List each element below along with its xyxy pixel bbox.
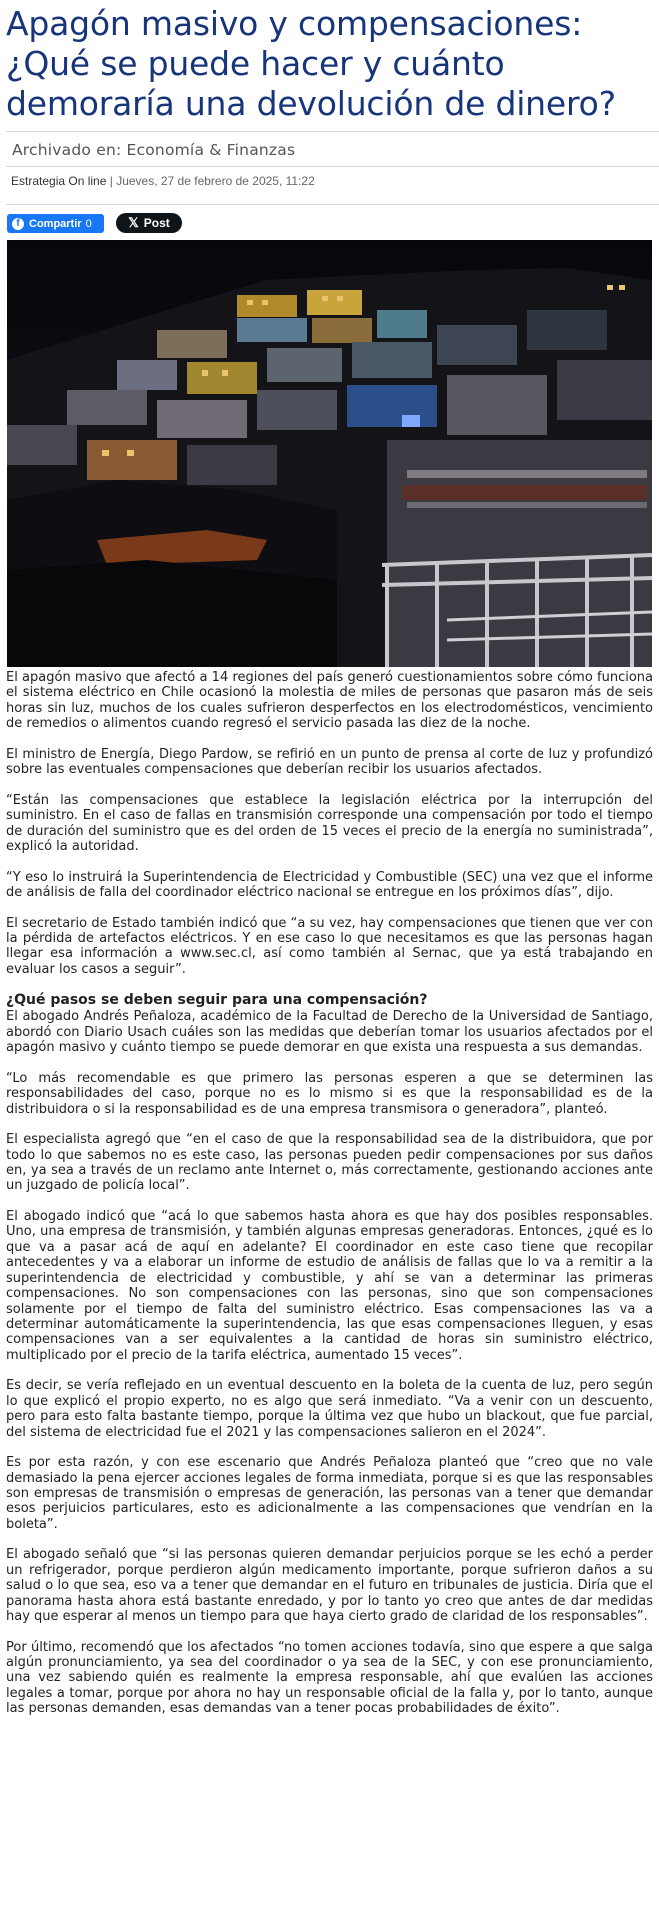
- facebook-icon: f: [12, 218, 24, 230]
- paragraph: El abogado señaló que “si las personas quieren demandar perjuicios porque se les echó a perder un refrigerador, porque perdieron algún medicamento importante, porque sufrieron daños a su salud o lo que sea, eso va a tener que demandar en el futuro en tribunales de justicia. Diría que el panorama hasta ahora está bastante enredado, y por lo tanto yo creo que antes de dar medidas hay que esperar al menos un tiempo para que haya cierto grado de claridad de los responsables”.: [6, 1547, 653, 1624]
- article-title: Apagón masivo y compensaciones: ¿Qué se puede hacer y cuánto demoraría una devolución de dinero?: [6, 4, 616, 123]
- facebook-share-count: 0: [85, 217, 92, 230]
- paragraph: Es decir, se vería reflejado en un eventual descuento en la boleta de la cuenta de luz, pero según lo que explicó el propio experto, no es algo que será inmediato. “Va a venir con un descuento, pero para esto falta bastante tiempo, porque la última vez que hubo un blackout, que fue parcial, del sistema de electricidad fue el 2021 y las compensaciones salieron en el 2024”.: [6, 1378, 653, 1440]
- paragraph: El especialista agregó que “en el caso de que la responsabilidad sea de la distribuidora, que por todo lo que sabemos no es este caso, las personas pueden pedir compensaciones por sus daños en, ya sea a través de un reclamo ante Internet o, más correctamente, gestionando acciones ante un juzgado de policía local”.: [6, 1132, 653, 1194]
- paragraph: El ministro de Energía, Diego Pardow, se refirió en un punto de prensa al corte de luz y profundizó sobre las eventuales compensaciones que deberían recibir los usuarios afectados.: [6, 746, 653, 778]
- category-link[interactable]: Economía & Finanzas: [126, 141, 296, 159]
- x-post-button[interactable]: [116, 213, 182, 233]
- paragraph: El abogado Andrés Peñaloza, académico de la Facultad de Derecho de la Universidad de Santiago, abordó con Diario Usach cuáles son las medidas que deberían tomar los usuarios afectados por el apagón masivo y cuánto tiempo se puede demorar en que exista una respuesta a sus demandas.: [6, 1009, 653, 1056]
- paragraph: El apagón masivo que afectó a 14 regiones del país generó cuestionamientos sobre cómo funciona el sistema eléctrico en Chile ocasionó la molestia de miles de personas que pasaron más de seis horas sin luz, muchos de los cuales sufrieron desperfectos en los electrodomésticos, vencimiento de remedios o alimentos cuando regresó el servicio pasada las diez de la noche.: [6, 670, 653, 732]
- author: Estrategia On line: [11, 174, 107, 188]
- section-subheading: ¿Qué pasos se deben seguir para una compensación?: [6, 992, 428, 1009]
- night-city-hillside-image: [7, 240, 652, 667]
- x-post-label: Post: [143, 216, 170, 230]
- paragraph: “Lo más recomendable es que primero las personas esperen a que se determinen las responsabilidades del caso, porque no es lo mismo si es que la responsabilidad es de la distribuidora o si la responsabilidad es de una empresa transmisora o generadora”, planteó.: [6, 1070, 653, 1117]
- archived-in: [12, 141, 295, 159]
- paragraph: “Y eso lo instruirá la Superintendencia de Electricidad y Combustible (SEC) una vez que el informe de análisis de falla del coordinador eléctrico nacional se entregue en los próximos días”, dijo.: [6, 869, 653, 901]
- divider: [6, 204, 659, 205]
- archived-label: Archivado en:: [12, 141, 122, 159]
- facebook-share-label: Compartir: [29, 217, 82, 230]
- paragraph: “Están las compensaciones que establece la legislación eléctrica por la interrupción del suministro. En el caso de fallas en transmisión corresponde una compensación por todo el tiempo de duración del suministro que es del orden de 15 veces el precio de la energía no suministrada”, explicó la autoridad.: [6, 792, 653, 855]
- byline: Estrategia On line | Jueves, 27 de febrero de 2025, 11:22: [11, 174, 315, 188]
- paragraph: Es por esta razón, y con ese escenario que Andrés Peñaloza planteó que “creo que no vale demasiado la pena ejercer acciones legales de forma inmediata, porque si es que las responsables son empresas de transmisión o empresas de generación, las personas van a tener que demandar esos perjuicios particulares, esto es adicionalmente a las compensaciones que vendrían en la boleta”.: [6, 1455, 653, 1532]
- divider: [6, 131, 659, 132]
- facebook-share-button[interactable]: [7, 214, 104, 233]
- divider: [6, 166, 659, 167]
- x-logo-icon: 𝕏: [128, 215, 139, 230]
- publish-date: Jueves, 27 de febrero de 2025, 11:22: [116, 174, 315, 188]
- paragraph: El secretario de Estado también indicó que “a su vez, hay compensaciones que tienen que ver con la pérdida de artefactos eléctricos. Y en ese caso lo que necesitamos es que las personas hagan llegar esa información a www.sec.cl, así como también al Sernac, que ya está trabajando en evaluar los casos a seguir”.: [6, 915, 653, 977]
- article-body: [6, 670, 653, 1732]
- paragraph: Por último, recomendó que los afectados “no tomen acciones todavía, sino que espere a que salga algún pronunciamiento, ya sea del coordinador o ya sea de la SEC, y con ese pronunciamiento, una vez sabiendo quién es realmente la empresa responsable, ahí que evalúen las acciones legales a tomar, porque por ahora no hay un responsable oficial de la falla y, por lo tanto, aunque las personas demanden, esas demandas van a tener pocas probabilidades de éxito”.: [6, 1639, 653, 1717]
- article-photo: [7, 240, 652, 667]
- paragraph: El abogado indicó que “acá lo que sabemos hasta ahora es que hay dos posibles responsables. Uno, una empresa de transmisión, y también algunas empresas generadoras. Entonces, ¿qué es lo que va a pasar acá de aquí en adelante? El coordinador en este caso tiene que recopilar antecedentes y va a elaborar un informe de estudio de análisis de fallas que lo va a remitir a la superintendencia de electricidad y combustible, y ahí se van a determinar las primeras compensaciones. No son compensaciones con las personas, sino que son compensaciones solamente por el tiempo de falta del suministro eléctrico. Esas compensaciones las va a determinar automáticamente la superintendencia, las que esas compensaciones lleguen, y esas compensaciones van a ser equivalentes a la cantidad de horas sin suministro eléctrico, multiplicado por el precio de la tarifa eléctrica, aumentado 15 veces”.: [6, 1209, 653, 1363]
